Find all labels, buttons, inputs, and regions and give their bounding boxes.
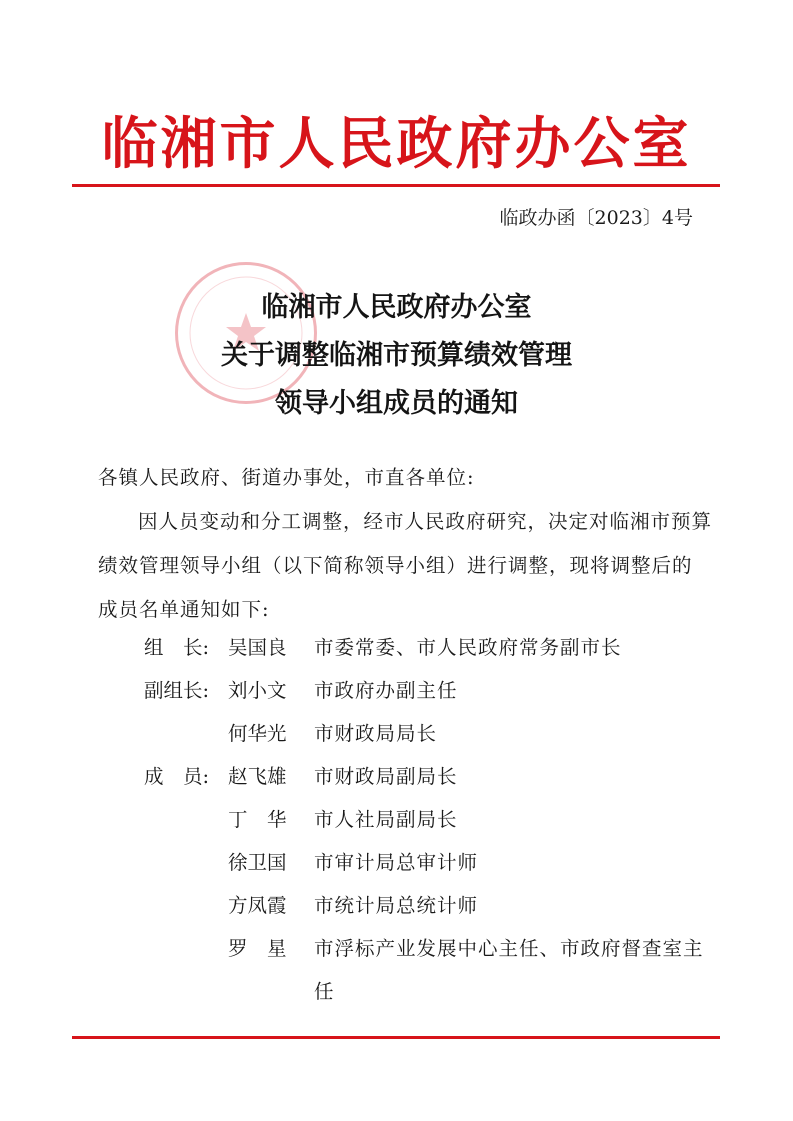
issuing-authority-header: 临湘市人民政府办公室 (101, 111, 692, 177)
header-red-rule (72, 184, 720, 187)
member-name: 刘小文 (228, 679, 287, 702)
member-name: 罗 星 (228, 937, 287, 960)
notice-title-line-2: 关于调整临湘市预算绩效管理 (221, 340, 572, 371)
member-name: 方凤霞 (228, 894, 287, 917)
salutation: 各镇人民政府、街道办事处，市直各单位: (98, 466, 475, 489)
member-row (0, 755, 793, 798)
member-row (0, 669, 793, 712)
member-row (0, 841, 793, 884)
member-name: 何华光 (228, 722, 287, 745)
member-position: 市浮标产业发展中心主任、市政府督查室主任 (314, 937, 704, 1003)
footer-red-rule (72, 1036, 720, 1039)
member-position: 市人社局副局长 (314, 808, 458, 831)
notice-title (0, 284, 793, 428)
notice-title-line-1: 临湘市人民政府办公室 (261, 292, 532, 323)
notice-paragraph: 因人员变动和分工调整，经市人民政府研究，决定对临湘市预算绩效管理领导小组（以下简称领导小组）进行调整，现将调整后的成员名单通知如下: (98, 510, 713, 621)
member-row (0, 712, 793, 755)
member-position: 市政府办副主任 (314, 679, 458, 702)
member-role: 组 长: (144, 636, 210, 659)
member-row (0, 626, 793, 669)
member-position: 市委常委、市人民政府常务副市长 (314, 636, 622, 659)
member-role: 副组长: (144, 679, 210, 702)
member-row (0, 798, 793, 841)
member-name: 徐卫国 (228, 851, 287, 874)
member-role: 成 员: (144, 765, 210, 788)
notice-title-line-3: 领导小组成员的通知 (275, 388, 518, 419)
member-position: 市财政局副局长 (314, 765, 458, 788)
member-name: 赵飞雄 (228, 765, 287, 788)
member-row (0, 884, 793, 927)
member-position: 市统计局总统计师 (314, 894, 479, 917)
member-name: 丁 华 (228, 808, 287, 831)
member-list (0, 626, 793, 1013)
member-row (0, 927, 793, 1013)
document-number: 临政办函〔2023〕4号 (499, 207, 693, 229)
member-position: 市财政局局长 (314, 722, 438, 745)
member-position: 市审计局总审计师 (314, 851, 479, 874)
member-name: 吴国良 (228, 636, 287, 659)
